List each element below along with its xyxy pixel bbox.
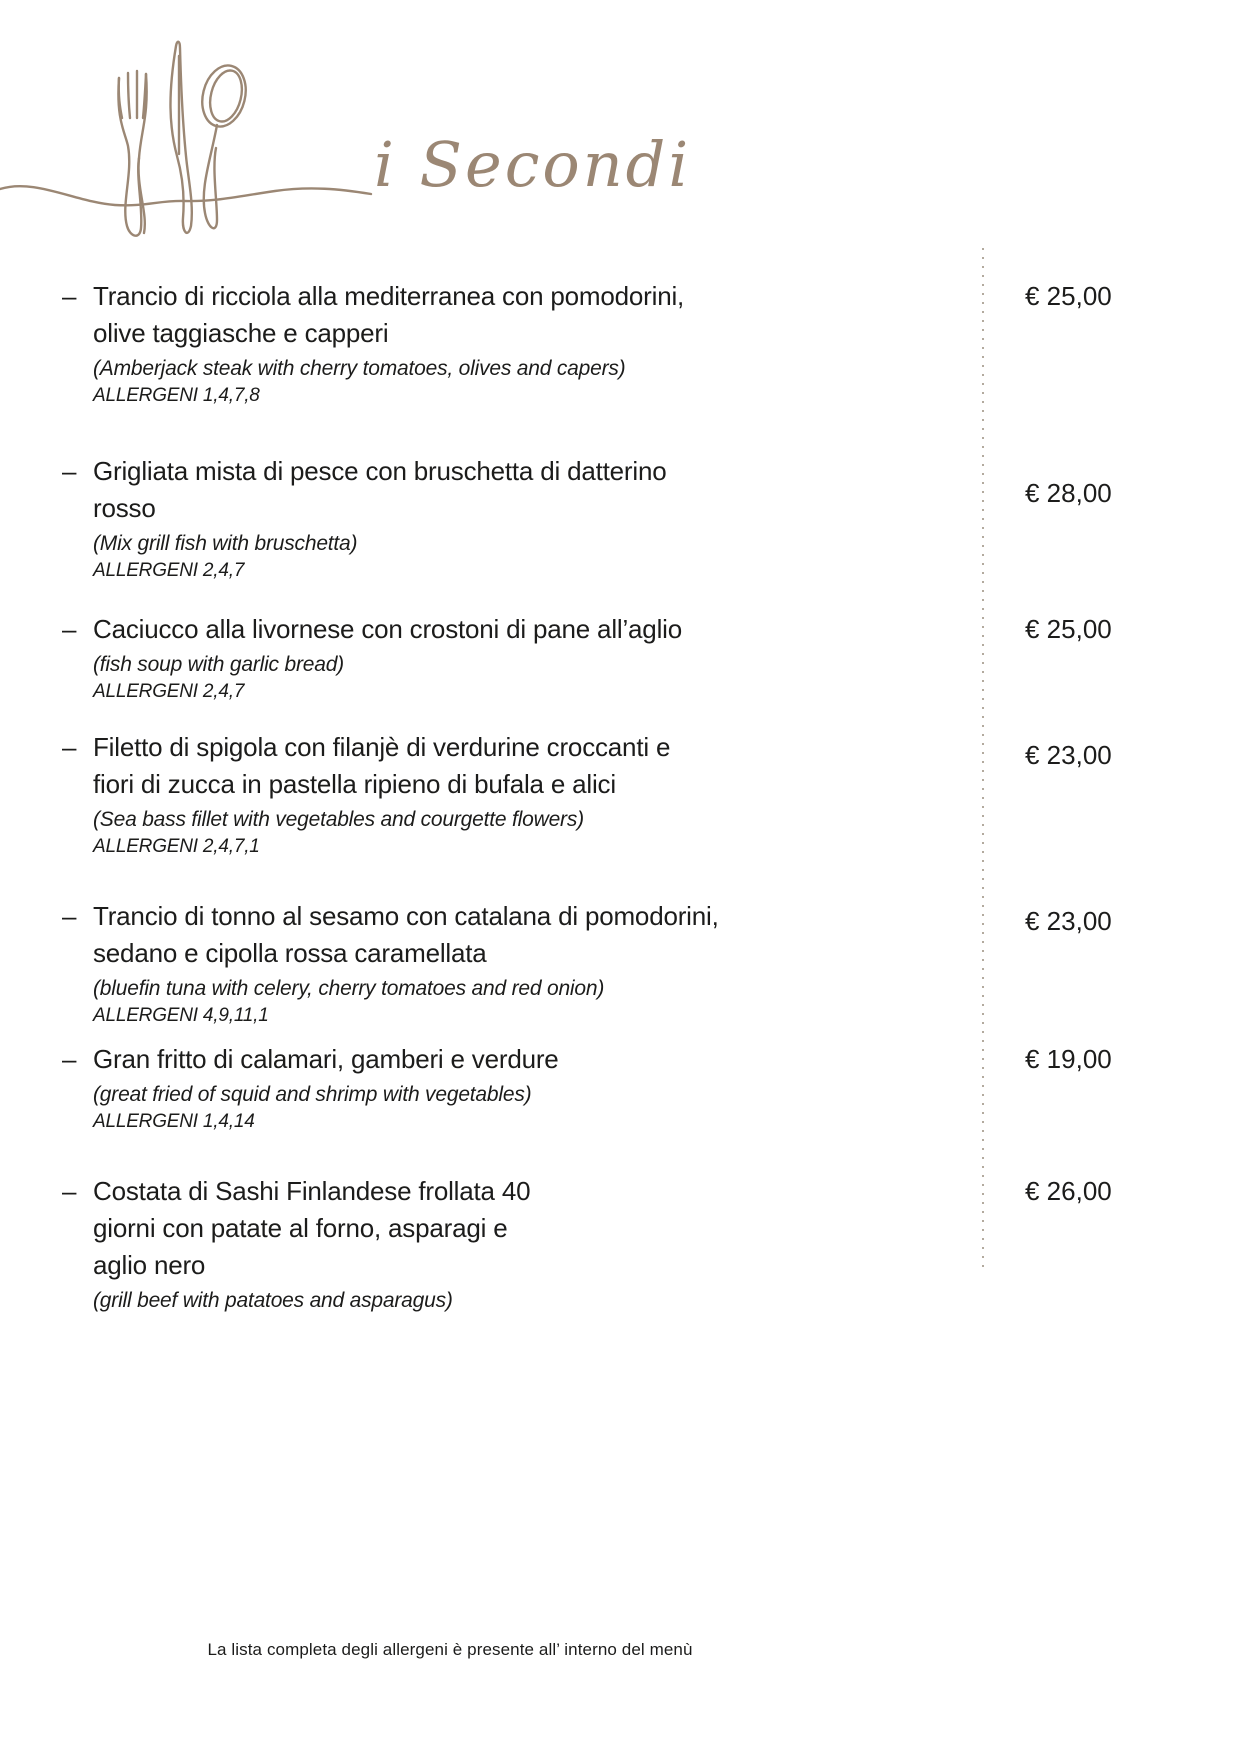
dish-title <box>93 729 893 803</box>
dish-title-line: Trancio di tonno al sesamo con catalana di pomodorini, <box>93 901 719 931</box>
menu-item-content <box>93 278 893 409</box>
dish-title <box>93 278 893 352</box>
dish-title-line: Gran fritto di calamari, gamberi e verdure <box>93 1044 559 1074</box>
menu-header <box>0 0 1241 245</box>
dish-title-line: Caciucco alla livornese con crostoni di pane all’aglio <box>93 614 682 644</box>
dish-translation: (fish soup with garlic bread) <box>93 653 344 676</box>
bullet-dash: – <box>62 732 77 762</box>
dish-title-line: Trancio di ricciola alla mediterranea con pomodorini, <box>93 281 685 311</box>
bullet-dash: – <box>62 1044 77 1074</box>
dish-title-line: Costata di Sashi Finlandese frollata 40 <box>93 1176 531 1206</box>
bullet-dash: – <box>62 281 77 311</box>
dish-title-line: sedano e cipolla rossa caramellata <box>93 938 487 968</box>
menu-item-row <box>62 898 1182 1029</box>
dish-translation: (great fried of squid and shrimp with vegetables) <box>93 1083 532 1106</box>
dish-title-line: rosso <box>93 493 156 523</box>
menu-item-content <box>93 453 893 584</box>
dish-title <box>93 453 893 527</box>
allergen-codes: ALLERGENI 1,4,7,8 <box>93 385 260 406</box>
menu-item-row <box>62 1041 1182 1135</box>
bullet-dash: – <box>62 901 77 931</box>
page-title: i Secondi <box>374 128 692 201</box>
allergen-footnote: La lista completa degli allergeni è presente all’ interno del menù <box>207 1640 693 1659</box>
fork-knife-spoon-icon <box>0 8 700 243</box>
dish-title <box>93 898 893 972</box>
price-value: € 25,00 <box>1025 614 1112 644</box>
dish-title-line: giorni con patate al forno, asparagi e <box>93 1213 508 1243</box>
dish-title-line: aglio nero <box>93 1250 206 1280</box>
menu-item-content <box>93 611 893 705</box>
allergen-codes: ALLERGENI 4,9,11,1 <box>93 1005 269 1026</box>
menu-item-row <box>62 729 1182 860</box>
dish-title-line: fiori di zucca in pastella ripieno di bufala e alici <box>93 769 616 799</box>
dish-translation: (bluefin tuna with celery, cherry tomatoes and red onion) <box>93 977 605 1000</box>
dish-translation: (Amberjack steak with cherry tomatoes, olives and capers) <box>93 357 626 380</box>
menu-item-row <box>62 278 1182 409</box>
dish-translation: (Sea bass fillet with vegetables and courgette flowers) <box>93 808 584 831</box>
price-value: € 19,00 <box>1025 1044 1112 1074</box>
dish-title <box>93 611 893 648</box>
price-value: € 25,00 <box>1025 281 1112 311</box>
allergen-codes: ALLERGENI 2,4,7 <box>93 681 245 702</box>
dish-title-line: Filetto di spigola con filanjè di verdurine croccanti e <box>93 732 671 762</box>
dish-title <box>93 1041 893 1078</box>
dish-title-line: olive taggiasche e capperi <box>93 318 389 348</box>
price-value: € 28,00 <box>1025 478 1112 508</box>
menu-item-content <box>93 729 893 860</box>
bullet-dash: – <box>62 614 77 644</box>
menu-item-content <box>93 1173 893 1315</box>
menu-item-content <box>93 1041 893 1135</box>
bullet-dash: – <box>62 456 77 486</box>
bullet-dash: – <box>62 1176 77 1206</box>
price-value: € 23,00 <box>1025 740 1112 770</box>
allergen-codes: ALLERGENI 2,4,7,1 <box>93 836 260 857</box>
menu-item-row <box>62 453 1182 584</box>
dish-translation: (Mix grill fish with bruschetta) <box>93 532 358 555</box>
allergen-codes: ALLERGENI 2,4,7 <box>93 560 245 581</box>
price-value: € 26,00 <box>1025 1176 1112 1206</box>
dish-title-line: Grigliata mista di pesce con bruschetta di datterino <box>93 456 667 486</box>
price-value: € 23,00 <box>1025 906 1112 936</box>
menu-item-row <box>62 611 1182 705</box>
dish-title <box>93 1173 893 1284</box>
allergen-codes: ALLERGENI 1,4,14 <box>93 1111 255 1132</box>
menu-item-list <box>62 278 1182 1315</box>
dish-translation: (grill beef with patatoes and asparagus) <box>93 1289 453 1312</box>
menu-item-content <box>93 898 893 1029</box>
menu-item-row <box>62 1173 1182 1315</box>
